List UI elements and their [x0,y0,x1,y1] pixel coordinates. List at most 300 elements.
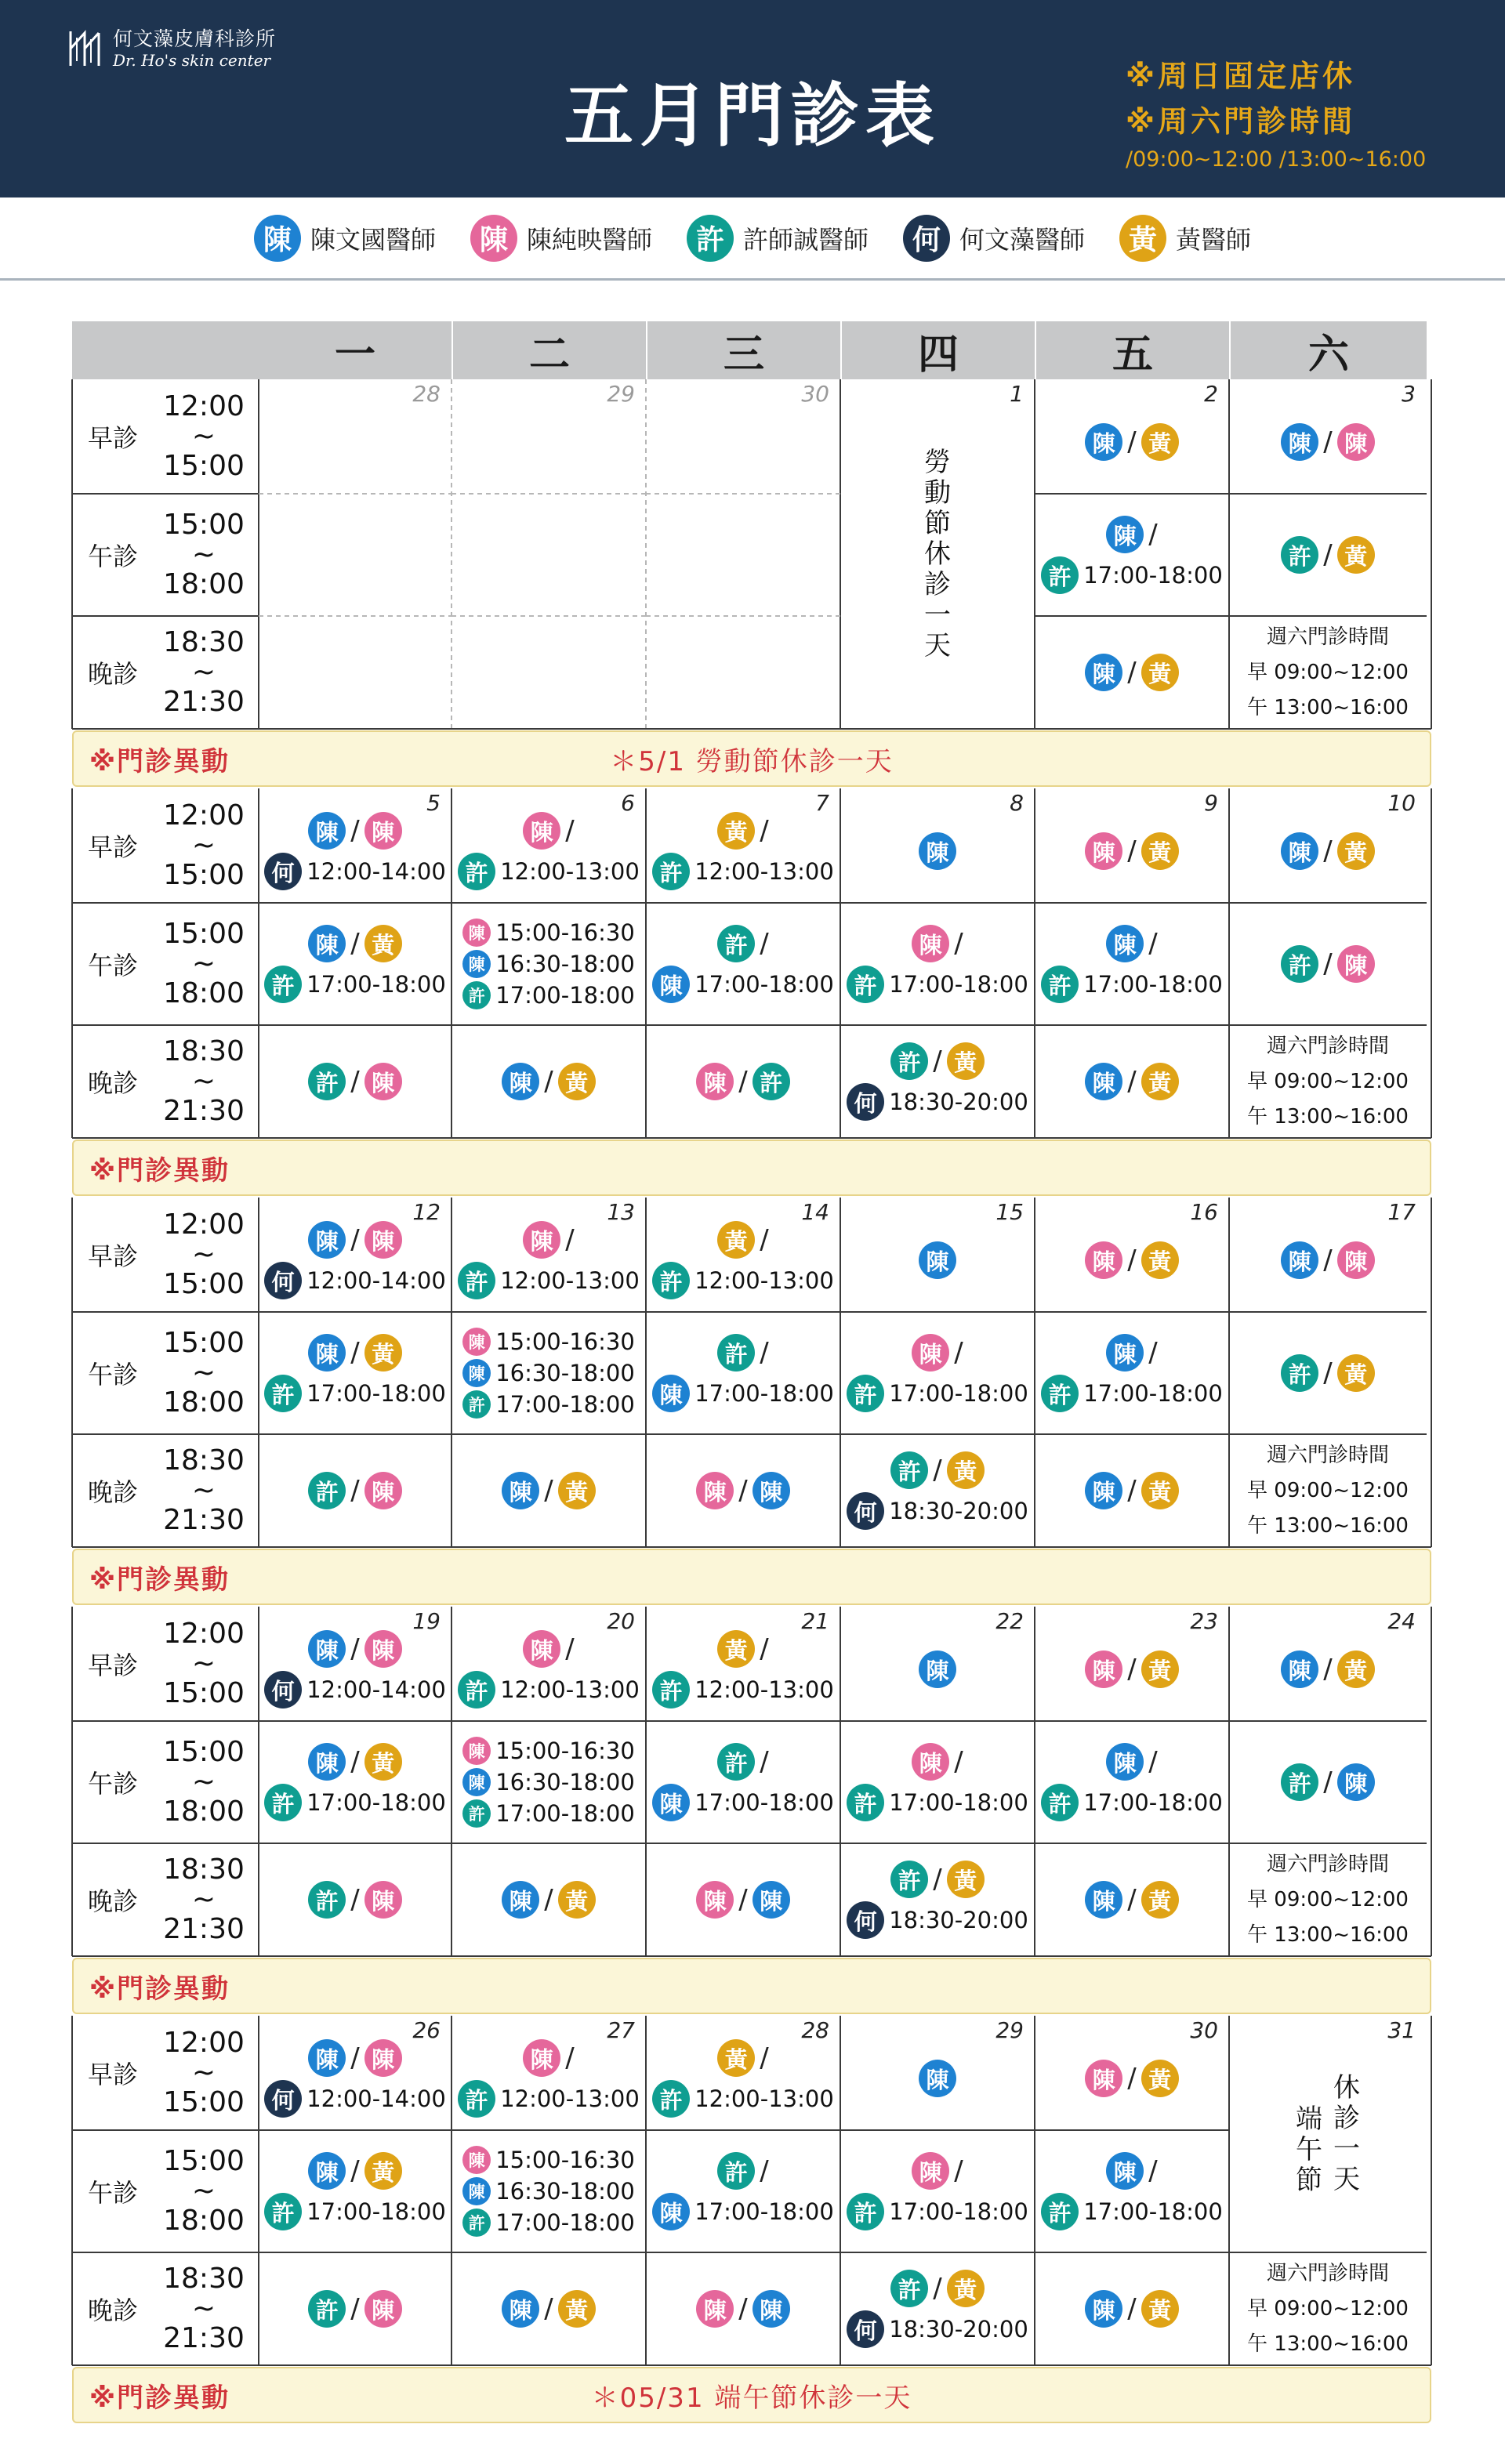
doctor-badge: 陳 [502,1472,539,1509]
slash-separator: / [350,2293,360,2324]
clinic-name-zh: 何文藻皮膚科診所 [113,27,277,50]
schedule-cell [452,903,646,1025]
doctor-badge: 陳 [1085,832,1122,870]
doctor-badge: 黃 [1141,1651,1179,1688]
date-number: 12 [412,1199,441,1225]
slash-separator: / [1127,1654,1137,1685]
session-hours-line: 21:30 [163,1095,245,1127]
doctor-badge: 黃 [1141,423,1179,461]
doctor-badge: 黃 [1141,832,1179,870]
doctor-row [847,1083,1028,1121]
slash-separator: / [1148,1746,1158,1777]
doctor-row [847,1901,1028,1939]
session-hours-line: 15:00 [163,509,245,541]
session-label [72,1198,259,1312]
session-hours-line: 18:00 [163,977,245,1009]
doctor-row [1085,2290,1178,2328]
session-hours-line: ~ [191,1883,216,1915]
schedule-cell [646,1843,840,1956]
doctor-row [890,1042,984,1080]
saturday-hours-line: 週六門診時間 [1266,1443,1389,1467]
slash-separator: / [760,2042,769,2074]
date-number: 30 [801,381,829,407]
date-number: 9 [1204,790,1218,816]
session-name: 晚診 [88,2296,139,2325]
page-title: 五月門診表 [564,75,941,156]
session-time: 17:00-18:00 [889,971,1028,998]
session-time: 17:00-18:00 [495,2209,635,2236]
date-number: 26 [412,2017,441,2043]
slash-separator: / [760,928,769,959]
doctor-badge: 黃 [558,1881,596,1919]
doctor-row [890,1861,984,1898]
session-time: 18:30-20:00 [889,1089,1028,1115]
doctor-badge: 許 [1041,966,1079,1003]
doctor-badge: 陳 [912,1334,949,1372]
session-hours-line: 12:00 [163,2027,245,2059]
doctor-badge: 何 [903,215,950,262]
schedule-cell [452,1721,646,1843]
doctor-row [1041,2193,1223,2230]
saturday-hours-line: 午 13:00~16:00 [1247,695,1409,719]
doctor-row [462,1328,635,1356]
date-number: 28 [801,2017,829,2043]
doctor-badge: 陳 [1337,423,1375,461]
session-name: 晚診 [88,1477,139,1507]
schedule-cell [1035,1025,1229,1138]
doctor-badge: 黃 [558,2290,596,2328]
session-time: 17:00-18:00 [306,1789,446,1816]
slash-separator: / [1127,1884,1137,1915]
doctor-badge: 黃 [364,1334,402,1372]
schedule-cell [646,2252,840,2365]
session-hours-line: 18:00 [163,1386,245,1419]
session-time: 17:00-18:00 [694,2198,834,2225]
doctor-badge: 許 [847,2193,884,2230]
holiday-closed-cell [1229,2016,1427,2252]
session-name: 早診 [88,1241,139,1271]
session-name: 午診 [88,1769,139,1799]
session-label [72,616,259,729]
session-time: 15:00-16:30 [495,1328,635,1355]
session-label [72,1721,259,1843]
doctor-badge: 陳 [462,919,491,947]
date-number: 8 [1010,790,1024,816]
sunday-closed-note: ※周日固定店休 [1126,59,1355,93]
date-number: 27 [607,2017,635,2043]
doctor-badge: 陳 [1281,832,1318,870]
doctor-badge: 陳 [1085,1651,1122,1688]
session-label [72,903,259,1025]
saturday-hours-line: 週六門診時間 [1266,1852,1389,1876]
doctor-badge: 何 [264,853,302,890]
doctor-badge: 陳 [1085,1881,1122,1919]
doctor-badge: 陳 [696,1472,734,1509]
session-time: 17:00-18:00 [306,971,446,998]
session-hours-line: 21:30 [163,686,245,718]
holiday-closed-label: 休診一天 [1333,2071,1360,2195]
doctor-badge: 陳 [1106,925,1144,962]
schedule-cell [1229,1434,1427,1547]
session-hours-line: ~ [191,2292,216,2324]
doctor-badge: 陳 [308,1334,346,1372]
doctor-badge: 陳 [1085,2060,1122,2097]
session-time: 12:00-14:00 [306,1676,446,1703]
doctor-badge: 陳 [462,1328,491,1356]
session-hours-line: 21:30 [163,1913,245,1945]
session-time: 17:00-18:00 [694,1380,834,1407]
doctor-badge: 陳 [462,950,491,978]
day-header-mon: 一 [259,321,452,379]
session-hours [157,1855,251,1944]
doctor-badge: 黃 [1337,832,1375,870]
session-hours-line: 12:00 [163,799,245,832]
doctor-row [264,2080,446,2118]
doctor-row [717,1221,768,1259]
doctor-row [1281,1241,1374,1279]
doctor-row [264,1262,446,1299]
doctor-row [308,1743,401,1781]
doctor-badge: 許 [1281,1763,1318,1801]
doctor-row [502,1881,595,1919]
session-name: 晚診 [88,659,139,689]
doctor-badge: 陳 [1281,1241,1318,1279]
doctor-badge: 許 [264,1784,302,1821]
session-time: 16:30-18:00 [495,1360,635,1386]
doctor-badge: 陳 [364,812,402,850]
slash-separator: / [933,1864,942,1895]
doctor-badge: 陳 [696,2290,734,2328]
date-number: 22 [995,1608,1024,1634]
session-hours-line: ~ [191,1474,216,1506]
doctor-row [308,2152,401,2190]
schedule-cell [259,2252,452,2365]
session-time: 17:00-18:00 [306,2198,446,2225]
doctor-row [1085,1241,1178,1279]
legend-label: 黃醫師 [1176,224,1252,255]
doctor-row [458,1671,640,1708]
doctor-badge: 陳 [308,2152,346,2190]
session-hours [157,510,251,600]
doctor-badge: 何 [847,2310,884,2348]
doctor-badge: 黃 [1141,1241,1179,1279]
schedule-cell [259,1843,452,1956]
schedule-cell [1035,2252,1229,2365]
holiday-closed-text: 勞動節休診一天 [924,446,951,661]
doctor-row [847,2193,1028,2230]
schedule-change-label: ※門診異動 [89,2382,230,2414]
doctor-row [652,1671,834,1708]
doctor-badge: 許 [752,1063,790,1100]
session-label [72,1843,259,1956]
doctor-badge: 許 [264,966,302,1003]
schedule-cell [452,494,646,616]
session-label [72,1312,259,1434]
doctor-badge: 許 [1041,556,1079,594]
slash-separator: / [760,1633,769,1665]
session-hours-line: ~ [191,1065,216,1097]
schedule-cell [646,2130,840,2252]
session-hours-line: ~ [191,2056,216,2089]
session-hours-line: ~ [191,538,216,571]
session-hours-line: 15:00 [163,918,245,950]
doctor-badge: 陳 [1106,1743,1144,1781]
session-name: 午診 [88,1360,139,1390]
saturday-hours-line: 早 09:00~12:00 [1247,2296,1409,2321]
saturday-hours-line: 早 09:00~12:00 [1247,1478,1409,1502]
slash-separator: / [760,1337,769,1368]
session-time: 17:00-18:00 [694,971,834,998]
slash-separator: / [350,815,360,846]
date-number: 30 [1190,2017,1218,2043]
session-hours-line: 15:00 [163,2086,245,2118]
slash-separator: / [1127,1475,1137,1506]
schedule-change-banner [72,1140,1431,1196]
doctor-badge: 許 [717,1743,755,1781]
doctor-row [502,1472,595,1509]
doctor-badge: 黃 [1337,1651,1375,1688]
doctor-row [1106,1743,1157,1781]
schedule-change-banner [72,730,1431,787]
schedule-cell [840,2130,1035,2252]
doctor-row [523,1630,574,1668]
doctor-row [1106,2152,1157,2190]
session-label [72,494,259,616]
slash-separator: / [1127,426,1137,458]
schedule-cell [1229,616,1427,729]
date-number: 5 [426,790,441,816]
doctor-badge: 許 [458,1262,495,1299]
legend-label: 何文藻醫師 [959,224,1086,255]
doctor-badge: 許 [652,853,690,890]
slash-separator: / [1127,1245,1137,1276]
session-time: 17:00-18:00 [694,1789,834,1816]
session-time: 17:00-18:00 [1083,562,1223,589]
doctor-badge: 陳 [752,2290,790,2328]
doctor-badge: 許 [462,981,491,1009]
doctor-badge: 陳 [1085,2290,1122,2328]
doctor-row [696,2290,789,2328]
schedule-cell [259,1312,452,1434]
slash-separator: / [565,2042,575,2074]
slash-separator: / [1323,426,1333,458]
session-hours-line: 18:30 [163,1035,245,1067]
doctor-badge: 陳 [652,1784,690,1821]
doctor-badge: 陳 [462,1737,491,1765]
session-time: 17:00-18:00 [495,982,635,1009]
date-number: 29 [607,381,635,407]
doctor-row [462,2209,635,2237]
doctor-row [919,2060,956,2097]
saturday-hours-line: 週六門診時間 [1266,2261,1389,2285]
session-name: 晚診 [88,1068,139,1098]
slash-separator: / [760,2155,769,2187]
doctor-badge: 陳 [1337,945,1375,983]
session-label [72,1025,259,1138]
doctor-row [308,925,401,962]
session-hours-line: ~ [191,1238,216,1270]
doctor-badge: 陳 [308,1743,346,1781]
schedule-cell [840,2252,1035,2365]
schedule-cell [646,1721,840,1843]
doctor-row [1041,1375,1223,1412]
session-time: 15:00-16:30 [495,2147,635,2173]
doctor-badge: 陳 [1106,516,1144,553]
doctor-badge: 陳 [1106,1334,1144,1372]
schedule-change-note: ＊5/1 勞動節休診一天 [610,745,894,777]
slash-separator: / [1323,948,1333,980]
doctor-badge: 黃 [717,812,755,850]
doctor-row [696,1063,789,1100]
session-label [72,2252,259,2365]
doctor-badge: 何 [847,1083,884,1121]
clinic-name-en: Dr. Ho's skin center [113,51,271,71]
doctor-row [912,2152,963,2190]
doctor-badge: 陳 [652,2193,690,2230]
session-hours-line: ~ [191,1766,216,1798]
doctor-badge: 何 [847,1901,884,1939]
doctor-badge: 陳 [752,1881,790,1919]
session-hours-line: 12:00 [163,390,245,422]
slash-separator: / [1148,928,1158,959]
session-time: 12:00-13:00 [500,858,640,885]
doctor-badge: 黃 [1337,1354,1375,1392]
session-hours-line: 18:00 [163,2205,245,2237]
session-label [72,1607,259,1721]
schedule-change-label: ※門診異動 [89,1154,230,1187]
session-time: 15:00-16:30 [495,919,635,946]
slash-separator: / [544,1066,553,1097]
slash-separator: / [1323,1654,1333,1685]
doctor-row [652,1375,834,1412]
date-number: 15 [995,1199,1024,1225]
doctor-badge: 陳 [462,2146,491,2174]
doctor-badge: 許 [717,2152,755,2190]
doctor-row [1041,1784,1223,1821]
doctor-badge: 黃 [1141,2290,1179,2328]
date-number: 17 [1387,1199,1416,1225]
doctor-badge: 許 [462,1799,491,1828]
doctor-badge: 許 [890,1861,928,1898]
doctor-row [890,2270,984,2307]
saturday-hours-line: 早 09:00~12:00 [1247,660,1409,684]
doctor-row [652,2193,834,2230]
slash-separator: / [1148,519,1158,550]
session-hours-line: 15:00 [163,859,245,891]
doctor-badge: 黃 [364,1743,402,1781]
slash-separator: / [1323,1766,1333,1798]
date-number: 2 [1204,381,1218,407]
doctor-row [458,853,640,890]
saturday-hours-line: 午 13:00~16:00 [1247,1922,1409,1947]
session-hours [157,1737,251,1827]
slash-separator: / [350,1746,360,1777]
schedule-cell [840,1843,1035,1956]
doctor-badge: 黃 [558,1472,596,1509]
schedule-change-banner [72,2367,1431,2423]
doctor-badge: 黃 [1141,1063,1179,1100]
schedule-cell [1229,2252,1427,2365]
holiday-name: 端午節 [1296,2103,1322,2196]
schedule-cell [1035,1434,1229,1547]
session-time: 17:00-18:00 [1083,1789,1223,1816]
doctor-badge: 何 [847,1492,884,1530]
session-time: 17:00-18:00 [889,1380,1028,1407]
session-time: 12:00-13:00 [694,1267,834,1294]
slash-separator: / [1323,1357,1333,1389]
schedule-change-banner [72,1549,1431,1605]
schedule-cell [452,1843,646,1956]
session-hours-line: 21:30 [163,2322,245,2354]
saturday-hours-line: 早 09:00~12:00 [1247,1069,1409,1093]
doctor-row [1041,556,1223,594]
date-number: 20 [607,1608,635,1634]
doctor-badge: 許 [847,1375,884,1412]
session-hours-line: 15:00 [163,1736,245,1768]
slash-separator: / [1127,657,1137,688]
date-number: 13 [607,1199,635,1225]
date-number: 14 [801,1199,829,1225]
session-time: 17:00-18:00 [889,2198,1028,2225]
slash-separator: / [738,1066,748,1097]
doctor-badge: 陳 [523,812,560,850]
slash-separator: / [350,2155,360,2187]
date-number: 3 [1402,381,1416,407]
doctor-badge: 陳 [1085,654,1122,691]
schedule-cell [452,1025,646,1138]
day-header-thu: 四 [840,321,1035,379]
session-hours [157,2147,251,2236]
schedule-change-label: ※門診異動 [89,1564,230,1596]
slash-separator: / [760,1746,769,1777]
schedule-cell [1035,1721,1229,1843]
session-name: 早診 [88,1651,139,1680]
doctor-badge: 許 [458,1671,495,1708]
doctor-row [912,1334,963,1372]
slash-separator: / [738,1884,748,1915]
slash-separator: / [1127,835,1137,867]
session-time: 16:30-18:00 [495,951,635,977]
doctor-row [912,925,963,962]
saturday-hours-box [1247,1029,1409,1135]
schedule-cell [259,903,452,1025]
session-time: 17:00-18:00 [495,1800,635,1827]
slash-separator: / [1148,2155,1158,2187]
session-hours-line: 12:00 [163,1208,245,1241]
session-time: 12:00-13:00 [500,1676,640,1703]
doctor-badge: 陳 [308,925,346,962]
doctor-row [462,2177,635,2205]
doctor-row [523,1221,574,1259]
schedule-cell [452,2130,646,2252]
date-number: 10 [1387,790,1416,816]
doctor-badge: 許 [1041,1375,1079,1412]
schedule-change-label: ※門診異動 [89,1973,230,2005]
doctor-row [308,1334,401,1372]
session-time: 17:00-18:00 [1083,2198,1223,2225]
doctor-row [308,1630,401,1668]
slash-separator: / [933,1455,942,1486]
day-header-fri: 五 [1035,321,1229,379]
doctor-row [717,812,768,850]
doctor-badge: 陳 [364,2039,402,2077]
slash-separator: / [933,2273,942,2304]
doctor-badge: 陳 [919,832,956,870]
slash-separator: / [565,1224,575,1256]
session-hours [157,1328,251,1418]
doctor-row [264,1375,446,1412]
doctor-row [1085,1472,1178,1509]
